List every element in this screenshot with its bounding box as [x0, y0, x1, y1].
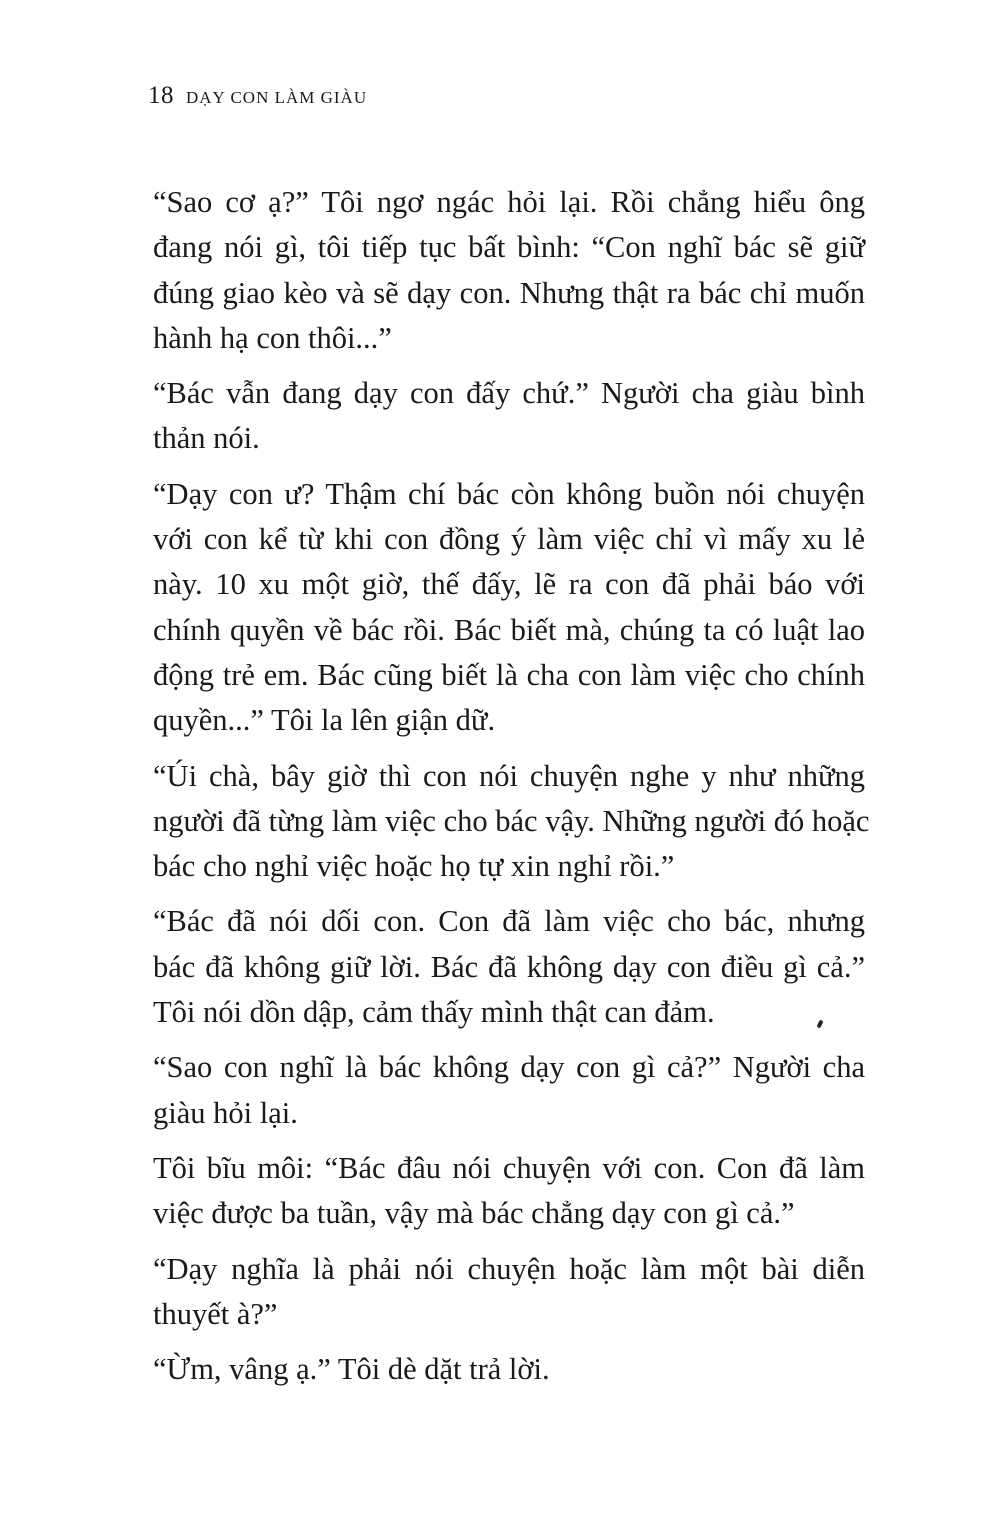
text-line: hành hạ con thôi...”: [153, 320, 392, 355]
text-line: việc được ba tuần, vậy mà bác chẳng dạy con gì cả.”: [153, 1196, 795, 1231]
page-number: 18: [148, 82, 174, 109]
running-head: [148, 82, 367, 110]
text-line: “Bác đã nói dối con. Con đã làm việc cho bác, nhưng: [153, 904, 865, 939]
text-line: “Dạy con ư? Thậm chí bác còn không buồn nói chuyện: [153, 476, 865, 511]
paragraph: [140, 472, 865, 744]
text-line: này. 10 xu một giờ, thế đấy, lẽ ra con đã phải báo với: [153, 567, 865, 602]
paragraph: [140, 371, 865, 462]
text-line: thuyết à?”: [153, 1296, 278, 1331]
text-line: với con kể từ khi con đồng ý làm việc chỉ vì mấy xu lẻ: [153, 522, 865, 557]
text-line: đúng giao kèo và sẽ dạy con. Nhưng thật ra bác chỉ muốn: [153, 275, 865, 310]
text-line: “Bác vẫn đang dạy con đấy chứ.” Người cha giàu bình: [153, 376, 865, 411]
text-line: bác đã không giữ lời. Bác đã không dạy con điều gì cả.”: [153, 949, 865, 984]
text-line: “Sao cơ ạ?” Tôi ngơ ngác hỏi lại. Rồi chẳng hiểu ông: [153, 185, 865, 219]
text-line: Tôi bĩu môi: “Bác đâu nói chuyện với con. Con đã làm: [153, 1150, 865, 1185]
text-line: thản nói.: [153, 421, 260, 456]
text-line: “Sao con nghĩ là bác không dạy con gì cả?” Người cha: [153, 1050, 865, 1085]
text-line: “Dạy nghĩa là phải nói chuyện hoặc làm một bài diễn: [153, 1251, 865, 1286]
text-line: động trẻ em. Bác cũng biết là cha con làm việc cho chính: [153, 657, 865, 692]
paragraph: [140, 1045, 865, 1136]
text-line: “Úi chà, bây giờ thì con nói chuyện nghe y như những: [153, 758, 865, 793]
paragraph: [140, 1146, 865, 1237]
text-line: bác cho nghỉ việc hoặc họ tự xin nghỉ rồi.”: [153, 849, 675, 884]
text-line: Tôi nói dồn dập, cảm thấy mình thật can đảm.: [153, 995, 715, 1030]
book-title: DẠY CON LÀM GIÀU: [186, 88, 368, 107]
paragraph: [140, 899, 865, 1035]
paragraph: [140, 754, 870, 890]
text-line: “Ừm, vâng ạ.” Tôi dè dặt trả lời.: [153, 1352, 550, 1387]
paragraph: [140, 1247, 865, 1338]
body-text: [140, 180, 870, 1402]
paragraph: [140, 1347, 865, 1392]
paragraph: [140, 180, 865, 361]
text-line: quyền...” Tôi la lên giận dữ.: [153, 703, 496, 738]
text-line: chính quyền về bác rồi. Bác biết mà, chúng ta có luật lao: [153, 612, 865, 647]
text-line: người đã từng làm việc cho bác vậy. Những người đó hoặc: [153, 803, 870, 838]
text-line: giàu hỏi lại.: [153, 1095, 298, 1130]
text-line: đang nói gì, tôi tiếp tục bất bình: “Con nghĩ bác sẽ giữ: [153, 230, 865, 265]
